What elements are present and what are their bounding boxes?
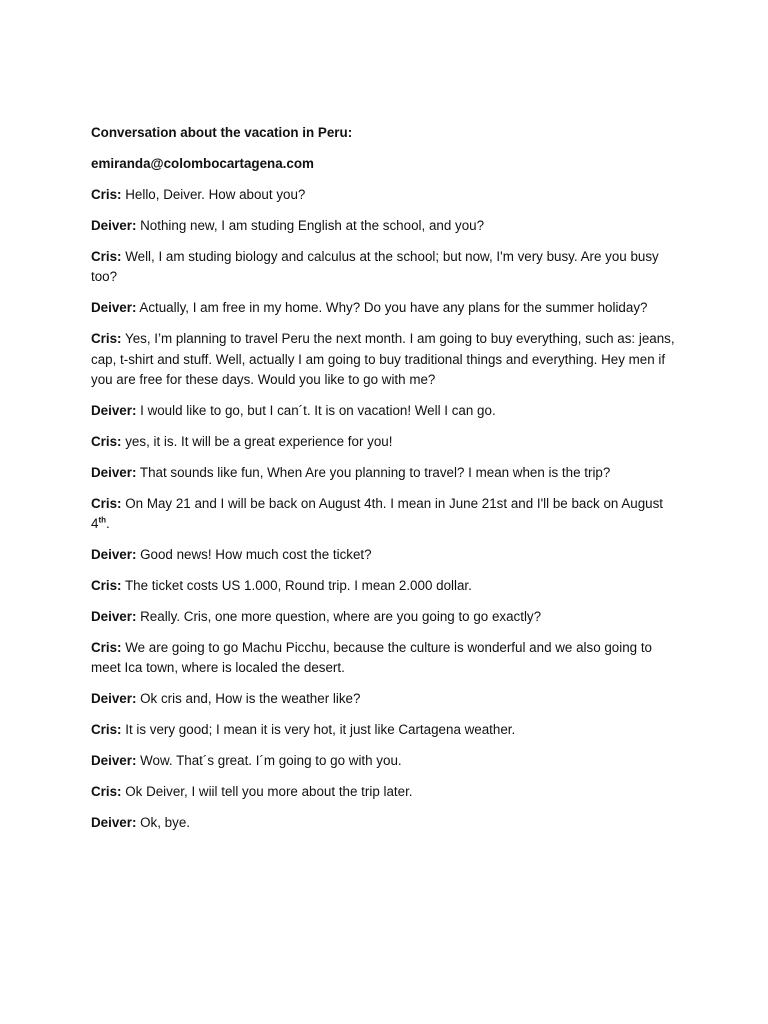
dialogue-text: Hello, Deiver. How about you? bbox=[121, 186, 306, 202]
speaker-name: Cris: bbox=[91, 578, 122, 594]
dialogue-line bbox=[91, 813, 681, 834]
speaker-name: Cris: bbox=[91, 495, 122, 511]
dialogue-line bbox=[91, 494, 681, 535]
dialogue-line bbox=[91, 329, 681, 391]
dialogue-line bbox=[91, 401, 681, 422]
speaker-name: Cris: bbox=[91, 784, 122, 799]
speaker-name: Cris: bbox=[91, 722, 122, 738]
speaker-name: Deiver: bbox=[91, 217, 137, 233]
dialogue-text: We are going to go Machu Picchu, because the culture is wonderful and we also going to meet Ica town, where is localed the desert. bbox=[91, 639, 653, 676]
dialogue-line bbox=[91, 216, 681, 237]
dialogue-text: Nothing new, I am studing English at the school, and you? bbox=[136, 217, 485, 233]
dialogue-line bbox=[91, 607, 681, 628]
speaker-name: Cris: bbox=[91, 639, 122, 655]
dialogue-line bbox=[91, 463, 681, 484]
speaker-name: Deiver: bbox=[91, 608, 137, 624]
speaker-name: Deiver: bbox=[91, 403, 137, 419]
dialogue-text: Ok, bye. bbox=[136, 814, 190, 830]
dialogue-line bbox=[91, 638, 681, 679]
dialogue-text: Really. Cris, one more question, where are you going to go exactly? bbox=[136, 608, 542, 624]
dialogue-text: Ok Deiver, I wiil tell you more about the trip later. bbox=[121, 784, 413, 799]
speaker-name: Deiver: bbox=[91, 547, 137, 563]
dialogue bbox=[91, 185, 681, 834]
dialogue-text: Good news! How much cost the ticket? bbox=[136, 547, 372, 563]
dialogue-line bbox=[91, 751, 681, 772]
document-title: Conversation about the vacation in Peru: bbox=[91, 125, 353, 140]
dialogue-line bbox=[91, 545, 681, 566]
dialogue-text-end: . bbox=[106, 516, 110, 532]
dialogue-line bbox=[91, 576, 681, 597]
dialogue-text: The ticket costs US 1.000, Round trip. I mean 2.000 dollar. bbox=[121, 578, 472, 594]
dialogue-line bbox=[91, 689, 681, 710]
dialogue-text: Wow. That´s great. I´m going to go with you. bbox=[136, 753, 402, 769]
dialogue-line bbox=[91, 247, 681, 288]
dialogue-text: Ok cris and, How is the weather like? bbox=[136, 691, 361, 707]
speaker-name: Deiver: bbox=[91, 300, 137, 316]
speaker-name: Deiver: bbox=[91, 814, 137, 830]
dialogue-line bbox=[91, 432, 681, 453]
speaker-name: Deiver: bbox=[91, 691, 137, 707]
speaker-name: Cris: bbox=[91, 186, 122, 202]
dialogue-text: Actually, I am free in my home. Why? Do you have any plans for the summer holiday? bbox=[136, 300, 648, 316]
dialogue-line bbox=[91, 298, 681, 319]
ordinal-superscript: th bbox=[98, 515, 107, 525]
document-body bbox=[91, 123, 681, 844]
speaker-name: Cris: bbox=[91, 248, 122, 264]
speaker-name: Deiver: bbox=[91, 464, 137, 480]
dialogue-text: On May 21 and I will be back on August 4th. I mean in June 21st and I'll be back on August 4 bbox=[91, 495, 664, 532]
dialogue-text: Well, I am studing biology and calculus at the school; but now, I'm very busy. Are you busy too? bbox=[91, 248, 659, 285]
dialogue-text: Yes, I’m planning to travel Peru the next month. I am going to buy everything, such as: jeans, cap, t-shirt and stuff. Well, actually I am going to buy traditional things and everything. Hey men if you are free for these days. Would you like to go with me? bbox=[91, 330, 675, 388]
dialogue-line bbox=[91, 782, 681, 803]
dialogue-line bbox=[91, 720, 681, 741]
dialogue-text: It is very good; I mean it is very hot, it just like Cartagena weather. bbox=[121, 722, 516, 738]
speaker-name: Cris: bbox=[91, 433, 122, 449]
dialogue-text: That sounds like fun, When Are you planning to travel? I mean when is the trip? bbox=[136, 464, 611, 480]
dialogue-text: I would like to go, but I can´t. It is on vacation! Well I can go. bbox=[136, 403, 496, 419]
speaker-name: Cris: bbox=[91, 330, 122, 346]
author-email: emiranda@colombocartagena.com bbox=[91, 155, 314, 171]
dialogue-text: yes, it is. It will be a great experience for you! bbox=[121, 433, 393, 449]
dialogue-line bbox=[91, 185, 681, 206]
speaker-name: Deiver: bbox=[91, 753, 137, 769]
